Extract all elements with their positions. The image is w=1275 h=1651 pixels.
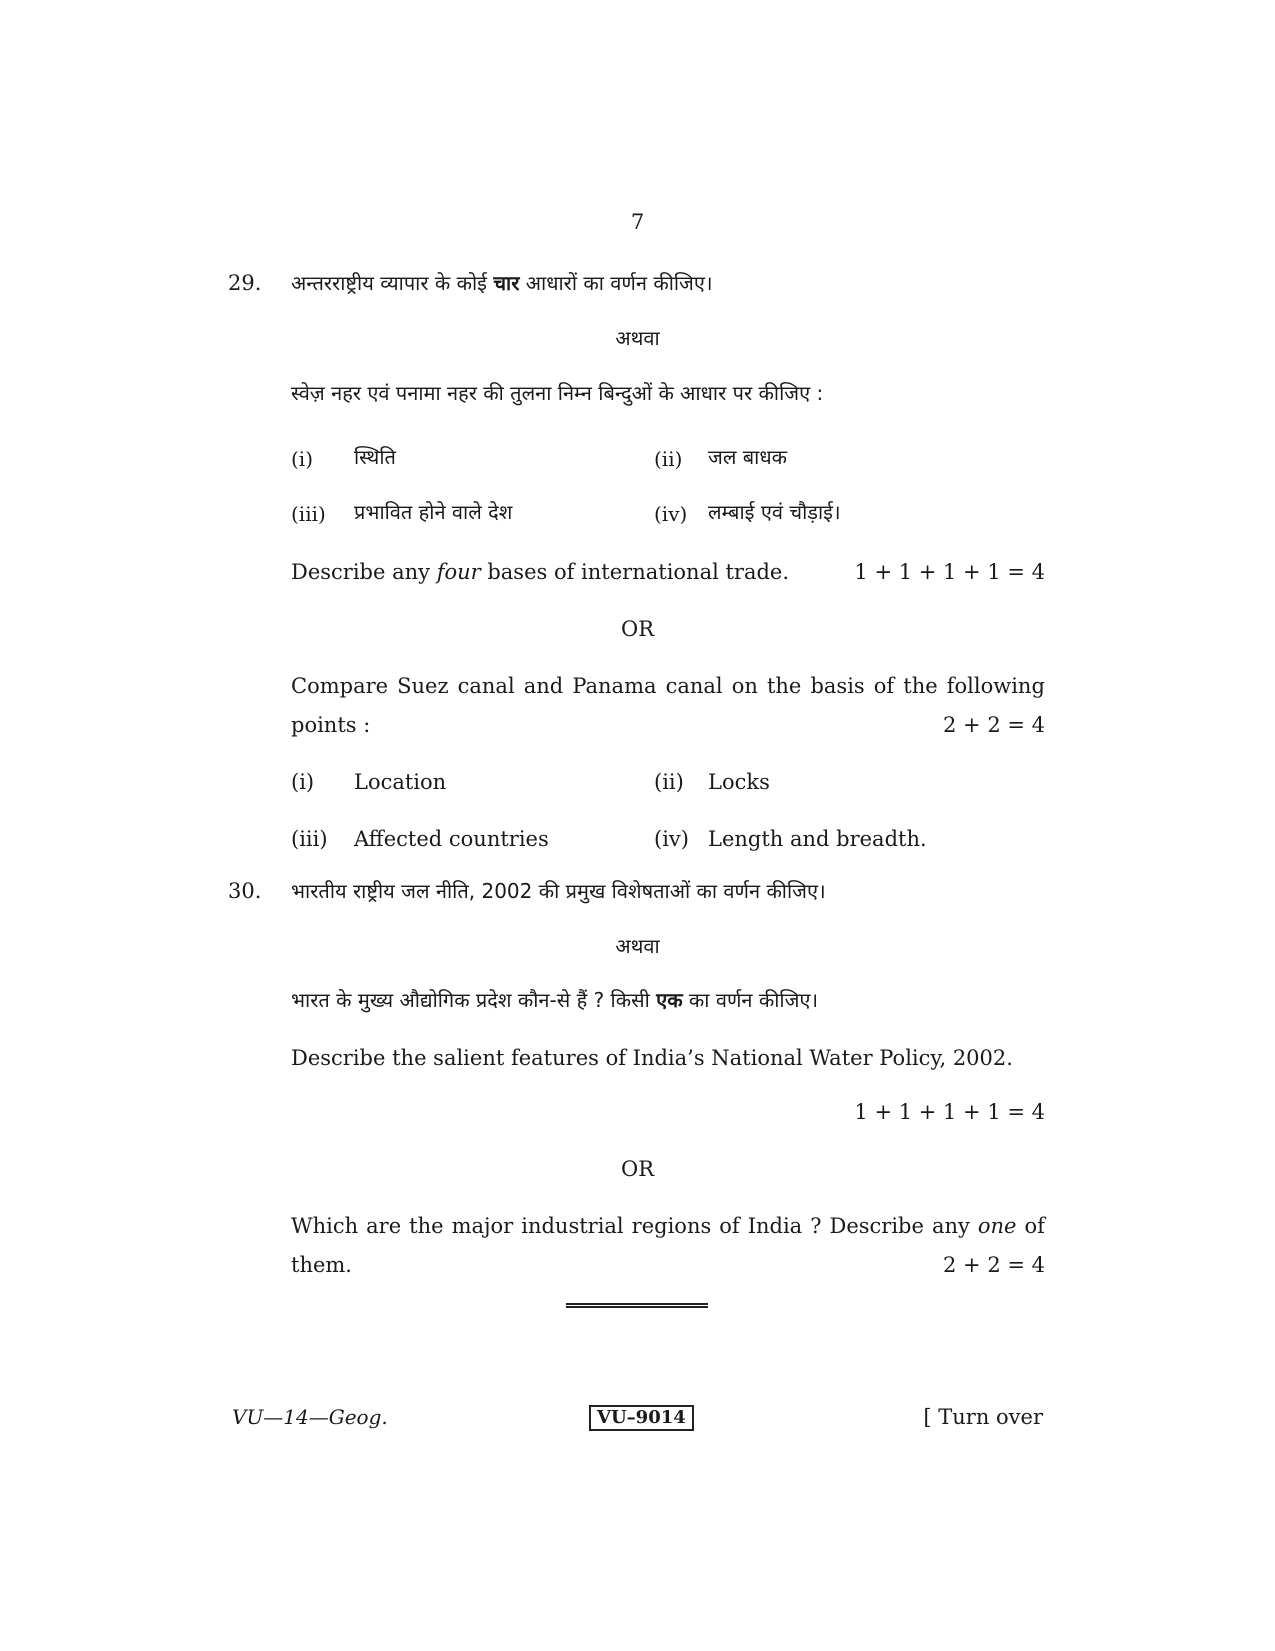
english-question: Describe the salient features of India’s National Water Policy, 2002. [291, 1046, 1013, 1070]
english-alternative-question: Compare Suez canal and Panama canal on the basis of the following [291, 674, 1045, 698]
marks: 2 + 2 = 4 [943, 1253, 1045, 1277]
hindi-question: अन्तरराष्ट्रीय व्यापार के कोई चार आधारों का वर्णन कीजिए। [291, 271, 713, 295]
marks: 1 + 1 + 1 + 1 = 4 [854, 560, 1045, 584]
option-number: (ii) [654, 770, 684, 794]
footer-paper-code: VU—14—Geog. [232, 1405, 388, 1429]
option-text: Length and breadth. [708, 827, 927, 851]
option-number: (i) [291, 770, 315, 794]
option-text: स्थिति [354, 445, 396, 469]
hindi-alternative-question: स्वेज़ नहर एवं पनामा नहर की तुलना निम्न बिन्दुओं के आधार पर कीजिए : [291, 381, 824, 405]
option-text: Affected countries [354, 827, 549, 851]
english-alternative-continuation: them. [291, 1253, 352, 1277]
english-alternative-question: Which are the major industrial regions of India ? Describe any one of [291, 1214, 1045, 1238]
english-question: Describe any four bases of international trade. [291, 560, 790, 584]
question-number: 30. [228, 879, 262, 903]
option-text: प्रभावित होने वाले देश [354, 500, 513, 524]
option-text: जल बाधक [708, 445, 788, 469]
end-of-paper-rule [566, 1303, 708, 1308]
marks: 1 + 1 + 1 + 1 = 4 [854, 1100, 1045, 1124]
option-number: (i) [291, 447, 314, 471]
option-number: (iv) [654, 502, 688, 526]
hindi-or: अथवा [615, 934, 660, 958]
option-number: (ii) [654, 447, 683, 471]
option-text: Location [354, 770, 447, 794]
page-number: 7 [630, 210, 645, 234]
option-number: (iii) [291, 502, 326, 526]
english-alternative-continuation: points : [291, 713, 371, 737]
hindi-alternative-question: भारत के मुख्य औद्योगिक प्रदेश कौन-से हैं ? किसी एक का वर्णन कीजिए। [291, 988, 819, 1012]
hindi-question: भारतीय राष्ट्रीय जल नीति, 2002 की प्रमुख विशेषताओं का वर्णन कीजिए। [291, 879, 826, 903]
option-number: (iv) [654, 827, 689, 851]
option-text: लम्बाई एवं चौड़ाई। [708, 500, 841, 524]
question-number: 29. [228, 271, 262, 295]
hindi-or: अथवा [615, 326, 660, 350]
footer-series-code-box: VU–9014 [589, 1405, 694, 1431]
english-or: OR [620, 1157, 655, 1181]
option-number: (iii) [291, 827, 328, 851]
footer-turn-over: [ Turn over [923, 1405, 1043, 1429]
marks: 2 + 2 = 4 [943, 713, 1045, 737]
english-or: OR [620, 617, 655, 641]
option-text: Locks [708, 770, 770, 794]
